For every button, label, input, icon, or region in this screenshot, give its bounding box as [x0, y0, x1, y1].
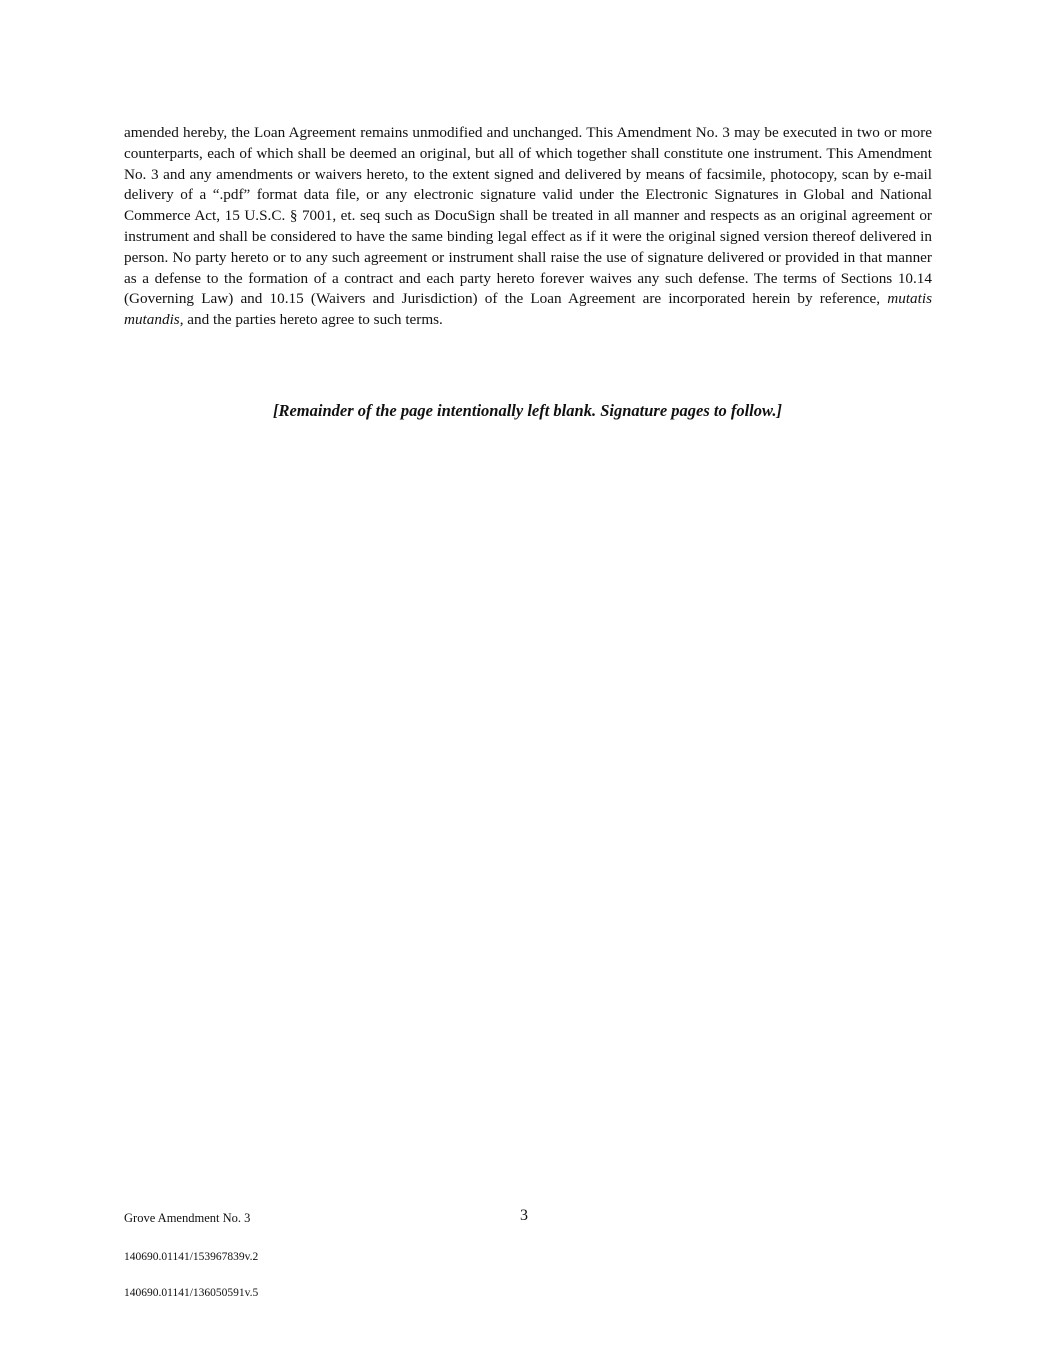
remainder-note: [Remainder of the page intentionally left blank. Signature pages to follow.]: [272, 401, 783, 420]
paragraph-text-before-italic: amended hereby, the Loan Agreement remains unmodified and unchanged. This Amendment No. 3 may be executed in two or more counterparts, each of which shall be deemed an original, but all of which together shall constitute one instrument. This Amendment No. 3 and any amendments or waivers hereto, to the extent signed and delivered by means of facsimile, photocopy, scan by e-mail delivery of a “.pdf” format data file, or any electronic signature valid under the Electronic Signatures in Global and National Commerce Act, 15 U.S.C. § 7001, et. seq such as DocuSign shall be treated in all manner and respects as an original agreement or instrument and shall be considered to have the same binding legal effect as if it were the original signed version thereof delivered in person. No party hereto or to any such agreement or instrument shall raise the use of signature delivered or provided in that manner as a defense to the formation of a contract and each party hereto forever waives any such defense. The terms of Sections 10.14 (Governing Law) and 10.15 (Waivers and Jurisdiction) of the Loan Agreement are incorporated herein by reference,: [124, 124, 932, 308]
body-paragraph: [124, 123, 932, 331]
document-id: 140690.01141/136050591v.5: [124, 1287, 259, 1299]
page-number: 3: [520, 1207, 528, 1224]
document-id: 140690.01141/153967839v.2: [124, 1251, 259, 1263]
footer-title: Grove Amendment No. 3: [124, 1211, 251, 1225]
paragraph-text-after-italic: , and the parties hereto agree to such terms.: [179, 311, 443, 329]
paragraph-italic-text: mutatis mutandis: [124, 290, 932, 329]
